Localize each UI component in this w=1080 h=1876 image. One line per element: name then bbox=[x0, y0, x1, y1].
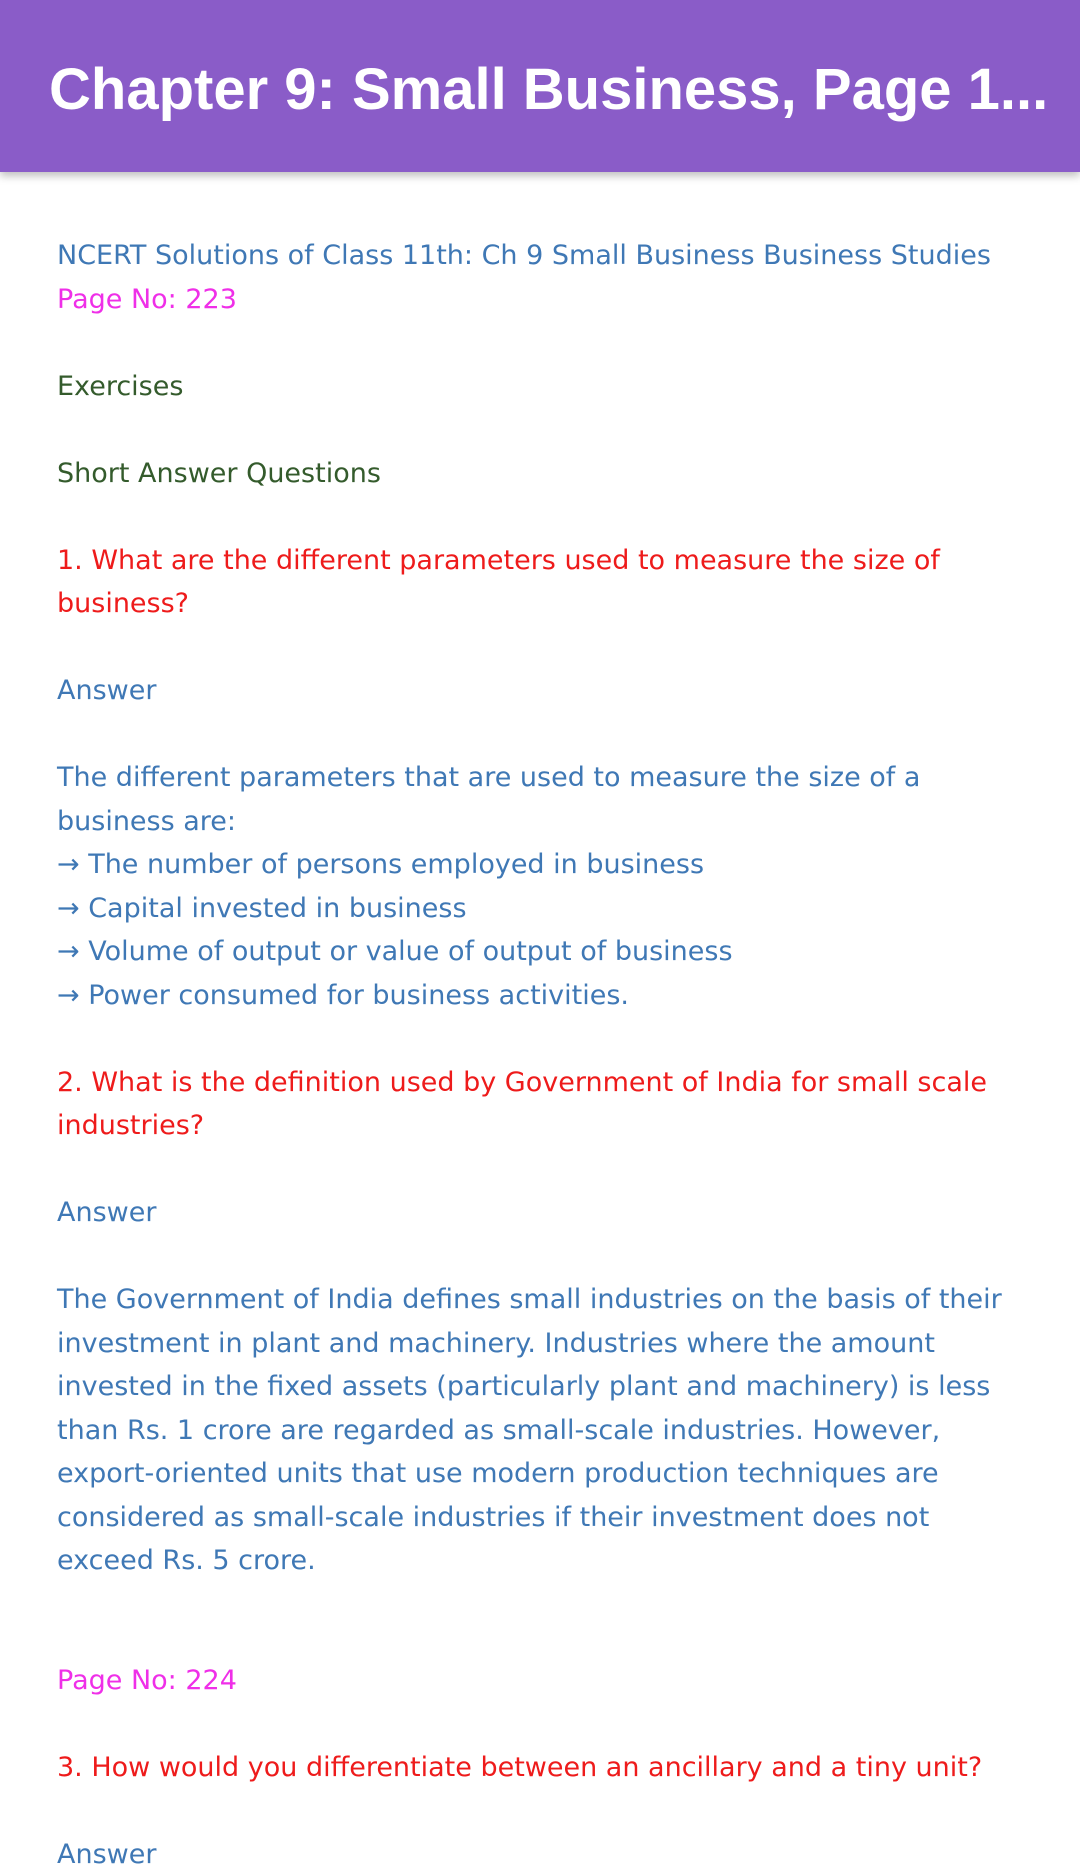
answer-2: The Government of India defines small industries on the basis of their investment in plant and machinery. Industries where the amount invested in the fixed assets (particularly plant and machinery) is less than Rs. 1 crore are regarded as small-scale industries. However, export-oriented units that use modern production techniques are considered as small-scale industries if their investment does not exceed Rs. 5 crore. bbox=[57, 1278, 1027, 1583]
app-bar bbox=[0, 0, 1080, 172]
answer-1-list-item: → Capital invested in business bbox=[57, 887, 1027, 931]
article-content bbox=[57, 234, 1027, 1876]
answer-1-list-item: → Volume of output or value of output of business bbox=[57, 930, 1027, 974]
answer-label-3: Answer bbox=[57, 1833, 1027, 1876]
answer-1-intro: The different parameters that are used to measure the size of a business are: bbox=[57, 756, 1027, 843]
answer-1-list-item: → The number of persons employed in business bbox=[57, 843, 1027, 887]
question-3: 3. How would you differentiate between an ancillary and a tiny unit? bbox=[57, 1746, 1027, 1790]
article-heading: NCERT Solutions of Class 11th: Ch 9 Small Business Business Studies bbox=[57, 234, 1027, 278]
answer-1-list-item: → Power consumed for business activities. bbox=[57, 974, 1027, 1018]
answer-label-2: Answer bbox=[57, 1191, 1027, 1235]
question-2: 2. What is the definition used by Government of India for small scale industries? bbox=[57, 1061, 1027, 1148]
answer-label-1: Answer bbox=[57, 669, 1027, 713]
section-heading-short-answer: Short Answer Questions bbox=[57, 452, 1027, 496]
section-heading-exercises: Exercises bbox=[57, 365, 1027, 409]
answer-1 bbox=[57, 756, 1027, 1017]
page-number-label: Page No: 224 bbox=[57, 1659, 1027, 1703]
question-1: 1. What are the different parameters used to measure the size of business? bbox=[57, 539, 1027, 626]
page-title: Chapter 9: Small Business, Page 1... bbox=[49, 54, 1048, 126]
page-number-label: Page No: 223 bbox=[57, 278, 1027, 322]
